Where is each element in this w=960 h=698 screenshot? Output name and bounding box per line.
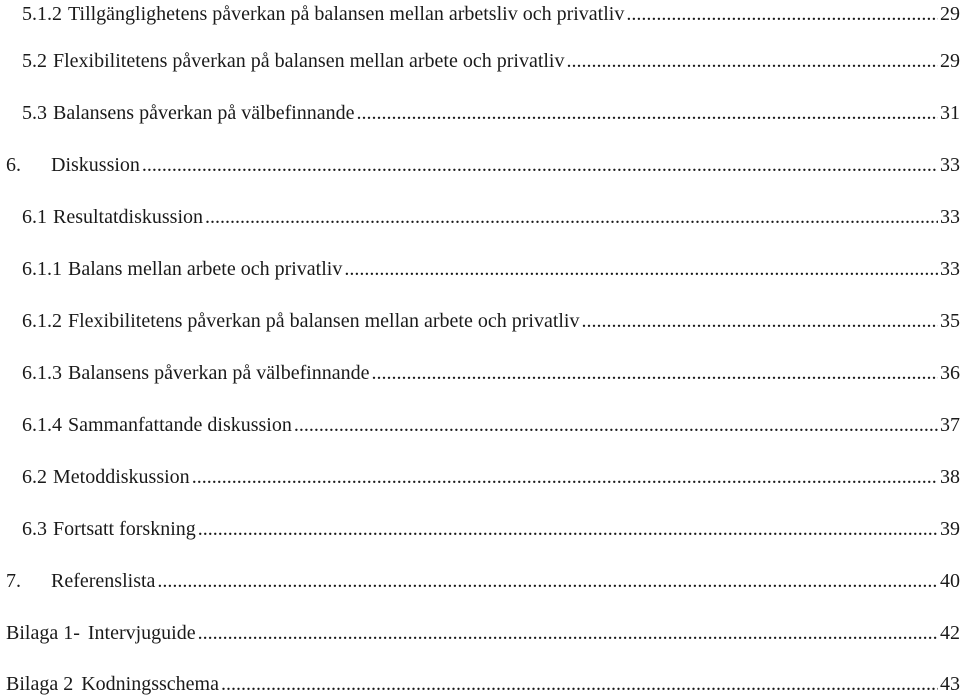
dot-leader — [581, 307, 938, 335]
toc-entry-title: Flexibilitetens påverkan på balansen mellan arbete och privatliv — [53, 50, 565, 72]
toc-entry-page: 33 — [940, 206, 960, 228]
toc-entry-page: 36 — [940, 362, 960, 384]
toc-entry-6-1-1[interactable] — [22, 255, 960, 283]
toc-entry-number: 6.2 — [22, 466, 47, 488]
toc-entry-title: Intervjuguide — [87, 622, 196, 644]
toc-entry-5-1-2[interactable] — [22, 0, 960, 28]
dot-leader — [357, 99, 938, 127]
toc-entry-title: Tillgänglighetens påverkan på balansen mellan arbetsliv och privatliv — [68, 3, 625, 25]
toc-entry-number: 6.1.4 — [22, 414, 62, 436]
toc-entry-page: 35 — [940, 310, 960, 332]
dot-leader — [566, 47, 938, 75]
dot-leader — [344, 255, 938, 283]
toc-entry-6-2[interactable] — [22, 463, 960, 491]
toc-entry-page: 33 — [940, 154, 960, 176]
toc-entry-title: Balans mellan arbete och privatliv — [68, 258, 343, 280]
toc-entry-bilaga-1[interactable] — [6, 619, 960, 647]
toc-entry-page: 37 — [940, 414, 960, 436]
dot-leader — [198, 619, 938, 647]
toc-entry-6-1-3[interactable] — [22, 359, 960, 387]
toc-entry-number: 7. — [6, 570, 21, 592]
toc-entry-6-1-4[interactable] — [22, 411, 960, 439]
toc-entry-title: Balansens påverkan på välbefinnande — [68, 362, 370, 384]
toc-entry-6[interactable] — [6, 151, 960, 179]
toc-entry-title: Referenslista — [51, 570, 156, 592]
toc-entry-page: 29 — [940, 50, 960, 72]
toc-entry-page: 43 — [940, 673, 960, 695]
toc-entry-number: Bilaga 1- — [6, 622, 80, 644]
toc-entry-title: Balansens påverkan på välbefinnande — [53, 102, 355, 124]
toc-entry-number: 6.3 — [22, 518, 47, 540]
toc-entry-number: 5.3 — [22, 102, 47, 124]
toc-entry-number: 6.1.2 — [22, 310, 62, 332]
toc-entry-title: Kodningsschema — [81, 673, 219, 695]
toc-entry-number: 5.2 — [22, 50, 47, 72]
toc-entry-7[interactable] — [6, 567, 960, 595]
toc-entry-title: Sammanfattande diskussion — [68, 414, 292, 436]
dot-leader — [221, 670, 938, 698]
toc-entry-page: 38 — [940, 466, 960, 488]
toc-entry-title: Diskussion — [51, 154, 140, 176]
toc-entry-5-3[interactable] — [22, 99, 960, 127]
toc-entry-number: 6.1.1 — [22, 258, 62, 280]
toc-entry-bilaga-2[interactable] — [6, 670, 960, 698]
dot-leader — [372, 359, 938, 387]
toc-entry-number: 6.1.3 — [22, 362, 62, 384]
dot-leader — [192, 463, 938, 491]
toc-entry-page: 42 — [940, 622, 960, 644]
toc-entry-page: 40 — [940, 570, 960, 592]
toc-entry-number: 6. — [6, 154, 21, 176]
toc-entry-title: Resultatdiskussion — [53, 206, 204, 228]
toc-entry-6-1-2[interactable] — [22, 307, 960, 335]
toc-entry-number: 5.1.2 — [22, 3, 62, 25]
dot-leader — [626, 0, 938, 28]
toc-entry-5-2[interactable] — [22, 47, 960, 75]
toc-entry-title: Metoddiskussion — [53, 466, 190, 488]
toc-entry-6-1[interactable] — [22, 203, 960, 231]
toc-entry-title: Flexibilitetens påverkan på balansen mellan arbete och privatliv — [68, 310, 580, 332]
toc-entry-number: 6.1 — [22, 206, 47, 228]
dot-leader — [142, 151, 938, 179]
toc-entry-title: Fortsatt forskning — [53, 518, 196, 540]
dot-leader — [205, 203, 938, 231]
toc-entry-page: 33 — [940, 258, 960, 280]
dot-leader — [157, 567, 938, 595]
toc-entry-6-3[interactable] — [22, 515, 960, 543]
dot-leader — [198, 515, 938, 543]
toc-entry-page: 29 — [940, 3, 960, 25]
dot-leader — [294, 411, 938, 439]
toc-entry-number: Bilaga 2 — [6, 673, 74, 695]
toc-entry-page: 31 — [940, 102, 960, 124]
toc-entry-page: 39 — [940, 518, 960, 540]
